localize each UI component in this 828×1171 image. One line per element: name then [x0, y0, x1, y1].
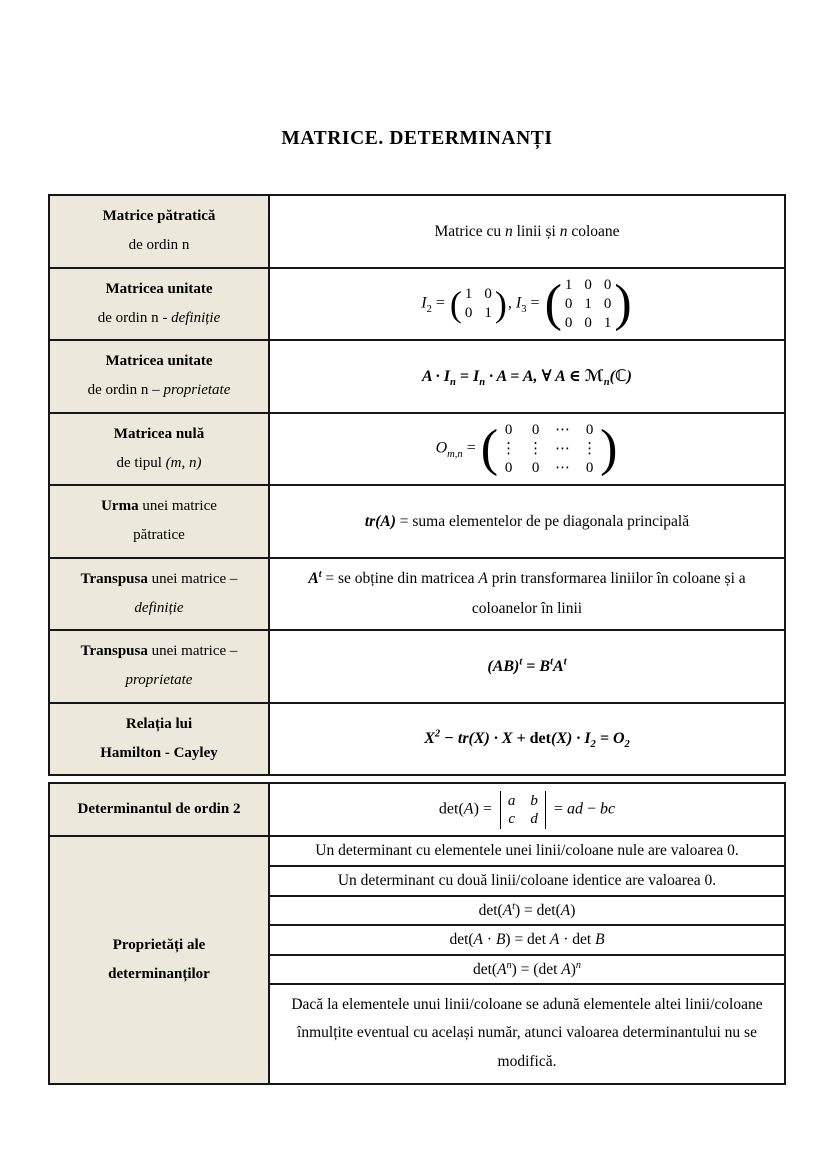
row-label-line: pătratice — [133, 527, 185, 544]
row-label-line: determinanților — [108, 965, 210, 982]
property-item-3: $\det(A^t) = \det(A)$ — [270, 897, 784, 926]
row-matricea-unitate-definitie — [50, 269, 784, 342]
row-label-line: definiție — [134, 599, 184, 616]
row-label — [50, 704, 270, 775]
row-hamilton-cayley — [50, 704, 784, 775]
row-label-line: Transpusa unei matrice – — [80, 643, 238, 659]
row-matrice-patratica — [50, 196, 784, 269]
row-label-line: de ordin n - definiție — [97, 309, 221, 326]
row-label — [50, 414, 270, 485]
hamilton-cayley-formula: $X^2 - tr(X) \cdot X + \det(X) \cdot I_2 = O_2$ — [424, 728, 630, 751]
row-label-line: de ordin n — [128, 237, 190, 254]
row-content — [270, 341, 784, 412]
row-label-line: Relația lui — [125, 715, 193, 732]
identity-property-formula: $A \cdot I_n = I_n \cdot A = A$, ∀ A ∈ ℳ$_n$(ℂ) — [421, 367, 633, 388]
row-transpusa-definitie — [50, 559, 784, 632]
row-label — [50, 631, 270, 702]
row-label — [50, 559, 270, 630]
row-content — [270, 486, 784, 557]
trace-definition: tr(A) = suma elementelor de pe diagonala principală — [364, 512, 690, 530]
row-label — [50, 486, 270, 557]
row-label — [50, 837, 270, 1083]
row-content — [270, 414, 784, 485]
determinant-2x2: a b c d — [500, 791, 546, 829]
row-label-line: Transpusa unei matrice – — [80, 570, 238, 587]
row-urma — [50, 486, 784, 559]
row-label-line: Matricea nulă — [113, 425, 205, 442]
matrix-3x3: ( 1 0 0 0 1 0 0 0 1 ) — [544, 274, 632, 332]
row-label-line: de tipul (m, n) — [116, 454, 202, 471]
row-determinant-ordin-2 — [50, 784, 784, 837]
property-item-4: det(A · B) = det A · det B — [270, 926, 784, 955]
left-paren: ( — [544, 274, 562, 332]
right-paren: ) — [614, 274, 632, 332]
right-paren: ) — [600, 419, 618, 477]
row-label — [50, 784, 270, 835]
row-content — [270, 837, 784, 1083]
row-label — [50, 196, 270, 267]
row-label-line: Determinantul de ordin 2 — [77, 800, 241, 817]
left-paren: ( — [449, 283, 462, 324]
matrix-2x2: ( 1 0 0 1 ) — [449, 283, 507, 324]
row-label-line: Hamilton - Cayley — [100, 744, 218, 761]
property-item-5: $\det(A^n) = (\det$ A)$^n$ — [270, 956, 784, 985]
property-item-2: Un determinant cu două linii/coloane identice are valoarea 0. — [270, 867, 784, 897]
transpose-definition: $A^t$ = se obține din matricea A prin transformarea liniilor în coloane și a coloanelor în linii — [308, 569, 746, 617]
row-proprietati — [50, 837, 784, 1083]
matrix-mn: ( 0 0 ⋯ 0 ⋮ ⋮ ⋯ ⋮ 0 0 ⋯ 0 ) — [480, 419, 618, 477]
det2-formula: det(A) = a b c d = ad − bc — [438, 792, 616, 827]
row-content — [270, 631, 784, 702]
row-label-line: Urma unei matrice — [101, 498, 217, 514]
property-item-1: Un determinant cu elementele unei linii/coloane nule are valoarea 0. — [270, 837, 784, 867]
table-lower — [48, 782, 786, 1085]
row-label-line: Matricea unitate — [105, 280, 213, 297]
row-label-line: Proprietăți ale — [112, 936, 206, 953]
definition-text: Matrice cu n linii și n coloane — [434, 222, 620, 240]
row-label-line: proprietate — [125, 672, 193, 689]
row-matricea-unitate-proprietate — [50, 341, 784, 414]
row-matricea-nula — [50, 414, 784, 487]
right-paren: ) — [494, 283, 507, 324]
row-content — [270, 784, 784, 835]
row-label-line: Matricea unitate — [105, 353, 213, 369]
row-content — [270, 196, 784, 267]
identity-matrices-formula: $I_2$ = ( 1 0 0 1 ) , $I_3$ = ( 1 0 0 0 1 0 0 0 1 ) — [421, 274, 632, 332]
row-label-line: Matrice pătratică — [102, 208, 216, 224]
left-paren: ( — [480, 419, 499, 477]
table-upper — [48, 194, 786, 776]
row-transpusa-proprietate — [50, 631, 784, 704]
row-content — [270, 704, 784, 775]
row-label — [50, 341, 270, 412]
row-content — [270, 559, 784, 630]
transpose-property-formula: $(AB)^t = B^tA^t$ — [487, 656, 567, 675]
row-label — [50, 269, 270, 340]
property-item-6: Dacă la elementele unui linii/coloane se adună elementele altei linii/coloane înmulțite eventual cu același număr, atunci valoarea determinantului nu se modifică. — [291, 995, 763, 1071]
page-title: MATRICE. DETERMINANȚI — [281, 128, 553, 149]
row-content — [270, 269, 784, 340]
row-label-line: de ordin n – proprietate — [87, 382, 231, 399]
null-matrix-formula: $O_{m,n}$ = ( 0 0 ⋯ 0 ⋮ ⋮ ⋯ ⋮ 0 0 ⋯ 0 ) — [435, 419, 618, 477]
